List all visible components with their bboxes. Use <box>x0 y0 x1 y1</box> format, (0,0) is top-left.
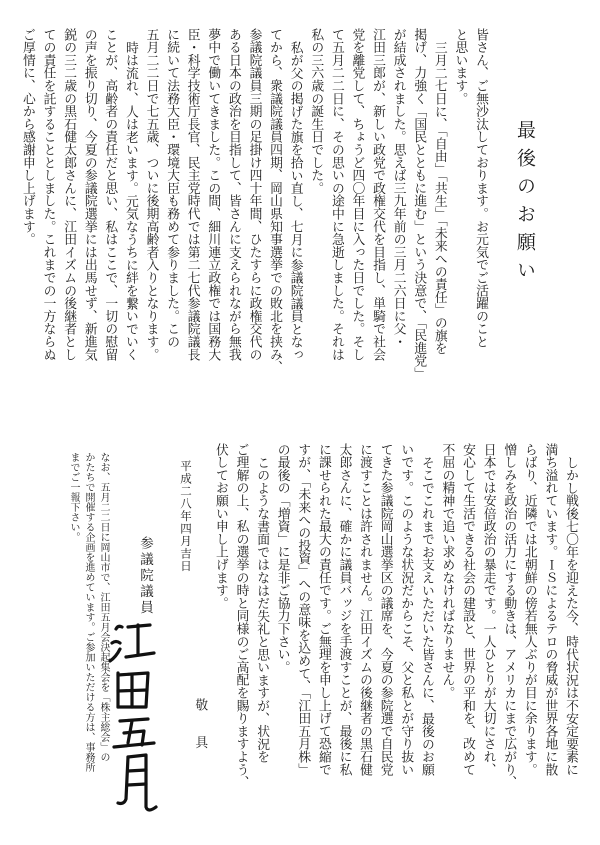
paragraph-situation: しかし戦後七〇年を迎えた今、時代状況は不安定要素に 満ち溢れています。ＩＳによるテロの脅威が世界各地に散 らばり、近隣では北朝鮮の傍若無人ぶりが目に余ります。 憎しみを政治の活力にする動きは、アメリカにまで広がり、 日本では安倍政治の暴走です。一人ひとりが大切にされ、 安心して生活できる社会の建設と、世界の平和を、改めて 不屈の精神で追い求めなければなりません。 <box>439 443 578 789</box>
handwritten-signature <box>98 603 168 813</box>
sender-title: 参議院議員 <box>137 536 153 616</box>
paragraph-apology: このような書面ではなはだ失礼と思いますが、状況を ご理解の上、私の選挙の時と同様のご高配を賜りますよう、 伏してお願い申し上げます。 <box>212 443 270 789</box>
letter-top-section <box>16 28 490 413</box>
letter-bottom-section <box>189 443 580 835</box>
paragraph-greeting: 皆さん、ご無沙汰しております。お元気でご活躍のこと と思います。 <box>452 28 488 348</box>
closing: 敬 具 <box>192 698 208 755</box>
paragraph-career: 私が父の掲げた旗を拾い直し、七月に参議院議員となっ てから、衆議院議員四期、岡山県知事選挙での敗北を挟み、 参議院議員三期の足掛け四十年間、ひたすらに政権交代の ある日本の政治を目指して、皆さんに支えられながら無我 夢中で働いてきました。この間、細川連立政権では国務大 臣・科学技術庁長官、民主党時代では第二七代参議院議長 に続いて法務大臣・環境大臣も務めて参りました。この 五月二二日で七五歳、ついに後期高齢者入りとなります。 <box>143 28 303 374</box>
letter-date: 平成二八年四月吉日 <box>179 460 193 573</box>
page-title: 最後のお願い <box>514 120 536 288</box>
paragraph-request: そこでこれまでお支えいただいた皆さんに、最後のお願 いです。このような状況だからこそ、父と私とが守り抜い てきた参議院岡山選挙区の議席を、今夏の参院選で自民党 に渡すことは許されません。江田イズムの後継者の黒石健 太郎さんに、確かに議員バッジを手渡すことが、最後に私 に課せられた最大の責任です。ご無理を申し上げて恐縮で すが、「未来への投資」への意味を込めて、「江田五月株」 の最後の「増資」に是非ご協力下さい。 <box>274 443 434 776</box>
note-text: なお、五月二二日に岡山市で、江田五月会決起集会を「株主総会」の かたちで開催する企画を進めています。ご参加いただける方は、事務所 までご一報下さい。 <box>68 452 109 772</box>
paragraph-retirement: 時は流れ、人は老います。元気なうちに絆を繋いでいく ことが、高齢者の責任だと思い、私はここで、一切の慰留 の声を振り切り、今夏の参議院選挙には出馬せず、新進気 鋭の三二歳の黒石健太郎さんに、江田イズムの後継者とし ての責任を託することとしました。これまでの一方ならぬ ご厚情に、心から感謝申し上げます。 <box>19 28 138 361</box>
paragraph-party-formation: 三月二七日に、「自由」「共生」「未来への責任」の旗を 掲げ、力強く「国民とともに進む」という決意で、「民進党」 が結成されました。思えば三九年前の三月二六日に父・ 江田三郎が、新しい政党で政権交代を目指し、単騎で社会 党を離党して、ちょうど四〇年目に入った日でした。そし て五月二二日に、その思いの途中に急逝しました。それは 私の三六歳の誕生日でした。 <box>308 28 447 380</box>
